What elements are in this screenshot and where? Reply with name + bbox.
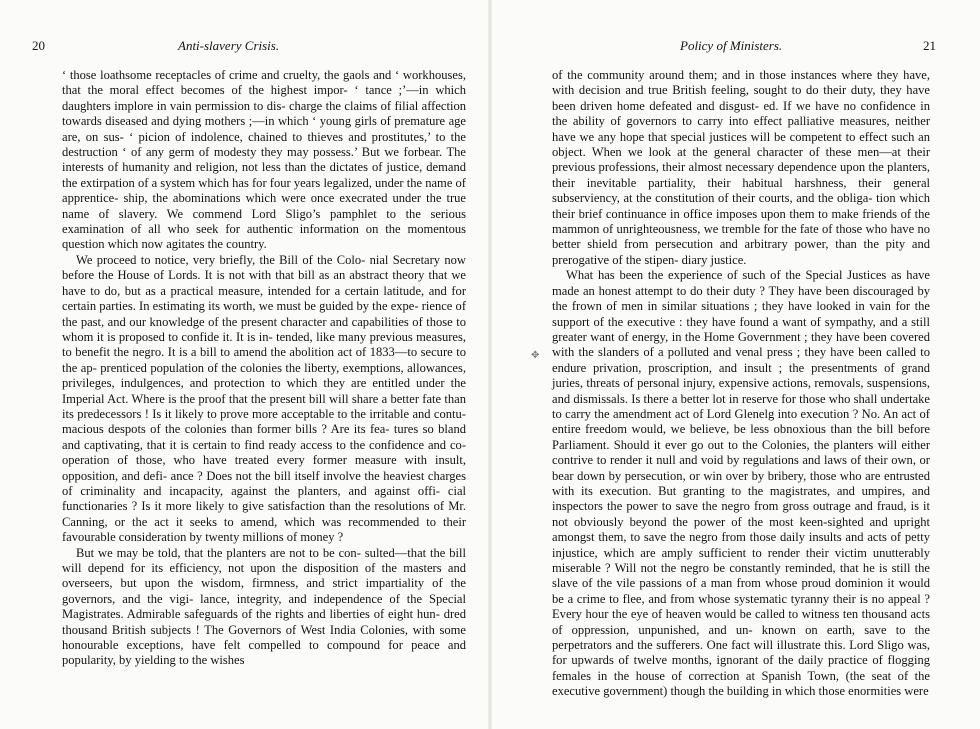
left-page-body (62, 68, 466, 669)
running-title: Policy of Ministers. (680, 38, 783, 53)
paragraph: of the community around them; and in those instances where they have, with decision and true British feeling, sought to do their duty, they have been driven home defeated and disgust- ed. If we have no confidence in the ability of governors to carry into effect palliative measures, neither have we any hope that special justices will be competent to effect such an object. When we look at the general character of these men—at their previous professions, their almost necessary dependence upon the planters, their inevitable partiality, their habitual harshness, their general subserviency, at the constitution of their courts, and the obliga- tion which their brief continuance in office imposes upon them to make friends of the mammon of unrighteousness, we tremble for the fate of those who have no better shield from persecution and arbitrary power, than the pity and prerogative of the stipen- diary justice. (552, 68, 930, 267)
paragraph: But we may be told, that the planters are not to be con- sulted—that the bill will depend for its efficiency, not upon the disposition of the masters and overseers, but upon the wisdom, firmness, and strict impartiality of the governors, and the vigi- lance, integrity, and independence of the Special Magistrates. Admirable safeguards of the rights and liberties of eight hun- dred thousand British subjects ! The Governors of West India Colonies, with some honourable exceptions, have felt compelled to compound for peace and popularity, by yielding to the wishes (62, 545, 466, 668)
paragraph: We proceed to notice, very briefly, the Bill of the Colo- nial Secretary now before the House of Lords. It is not with that bill as an abstract theory that we have to do, but as a practical measure, intended for a certain latitude, and for certain parties. In estimating its worth, we must be guided by the expe- rience of the past, and our knowledge of the present character and capabilities of those to whom it is proposed to confide it. It is in- tended, like many previous measures, to benefit the negro. It is a bill to amend the abolition act of 1833—to secure to the ap- prenticed population of the colonies the liberty, exemptions, allowances, privileges, indulgences, and protection to which they are entitled under the Imperial Act. Where is the proof that the present bill will share a better fate than its predecessors ! Is it likely to prove more acceptable to the irritable and contu- macious despots of the colonies than former bills ? Are its fea- tures so bland and captivating, that it is certain to find ready access to the confidence and co-operation of those, who have treated every former measure with insult, opposition, and defi- ance ? Does not the bill itself involve the heaviest charges of criminality and incapacity, against the planters, and against offi- cial functionaries ? Is it more likely to give satisfaction than the resolutions of Mr. Canning, or the act it seeks to amend, which was recommended to their favourable consideration by twenty millions of money ? (62, 252, 466, 545)
right-page (490, 0, 980, 729)
right-page-body (552, 68, 930, 700)
ink-mark-icon: ✥ (531, 350, 540, 361)
running-title: Anti-slavery Crisis. (178, 38, 280, 53)
page-number: 20 (32, 38, 45, 53)
left-page-header (32, 38, 472, 56)
page-number: 21 (923, 38, 936, 53)
right-page-header (552, 38, 936, 56)
paragraph: What has been the experience of such of the Special Justices as have made an honest attempt to do their duty ? They have been discouraged by the frown of men in similar situations ; they have looked in vain for the support of the executive : they have found a want of sympathy, and a still greater want of energy, in the Home Government ; they have been covered with the slanders of a polluted and venal press ; they have been called to endure privation, proscription, and insult ; the presentments of grand juries, threats of personal injury, expensive actions, removals, suspensions, and dismissals. Is there a better lot in reserve for those who shall undertake to carry the amendment act of Lord Glenelg into execution ? No. An act of entire freedom would, we believe, be less obnoxious than the bill before Parliament. Should it ever go out to the Colonies, the planters will either contrive to render it null and void by regulations and laws of their own, or bear down by persecution, or win over by bribery, those who are entrusted with its execution. But granting to the magistrates, and umpires, and inspectors the power to save the negro from gross outrage and fraud, is it not obviously beyond the power of the most keen-sighted and upright amongst them, to save the negro from those daily insults and acts of petty injustice, which are amply sufficient to render their victim unutterably miserable ? Will not the negro be constantly reminded, that he is still the slave of the vile passions of a man from whose proud dominion it would be a crime to flee, and from whose systematic tyranny their is no appeal ? Every hour the eye of heaven would be called to witness ten thousand acts of oppression, unpunished, and un- known on earth, save to the perpetrators and the sufferers. One fact will illustrate this. Lord Sligo was, for upwards of twelve months, ignorant of the daily practice of flogging females in the house of correction at Spanish Town, (the seat of the executive government) though the building in which those enormities were (552, 268, 930, 699)
paragraph: ‘ those loathsome receptacles of crime and cruelty, the gaols and ‘ workhouses, that the moral effect becomes of the highest impor- ‘ tance ;’—in which daughters implore in vain permission to dis- charge the claims of filial affection towards diseased and dying mothers ;—in which ‘ young girls of premature age are, on sus- ‘ picion of indolence, chained to thieves and prostitutes,’ to the destruction ‘ of any germ of modesty they may possess.’ But we forbear. The interests of humanity and religion, not less than the dictates of justice, demand the extirpation of a system which has for four years legalized, under the name of apprentice- ship, the abominations which were once execrated under the true name of slavery. We commend Lord Sligo’s pamphlet to the serious examination of all who seek for authentic information on the momentous question which now agitates the country. (62, 68, 466, 252)
